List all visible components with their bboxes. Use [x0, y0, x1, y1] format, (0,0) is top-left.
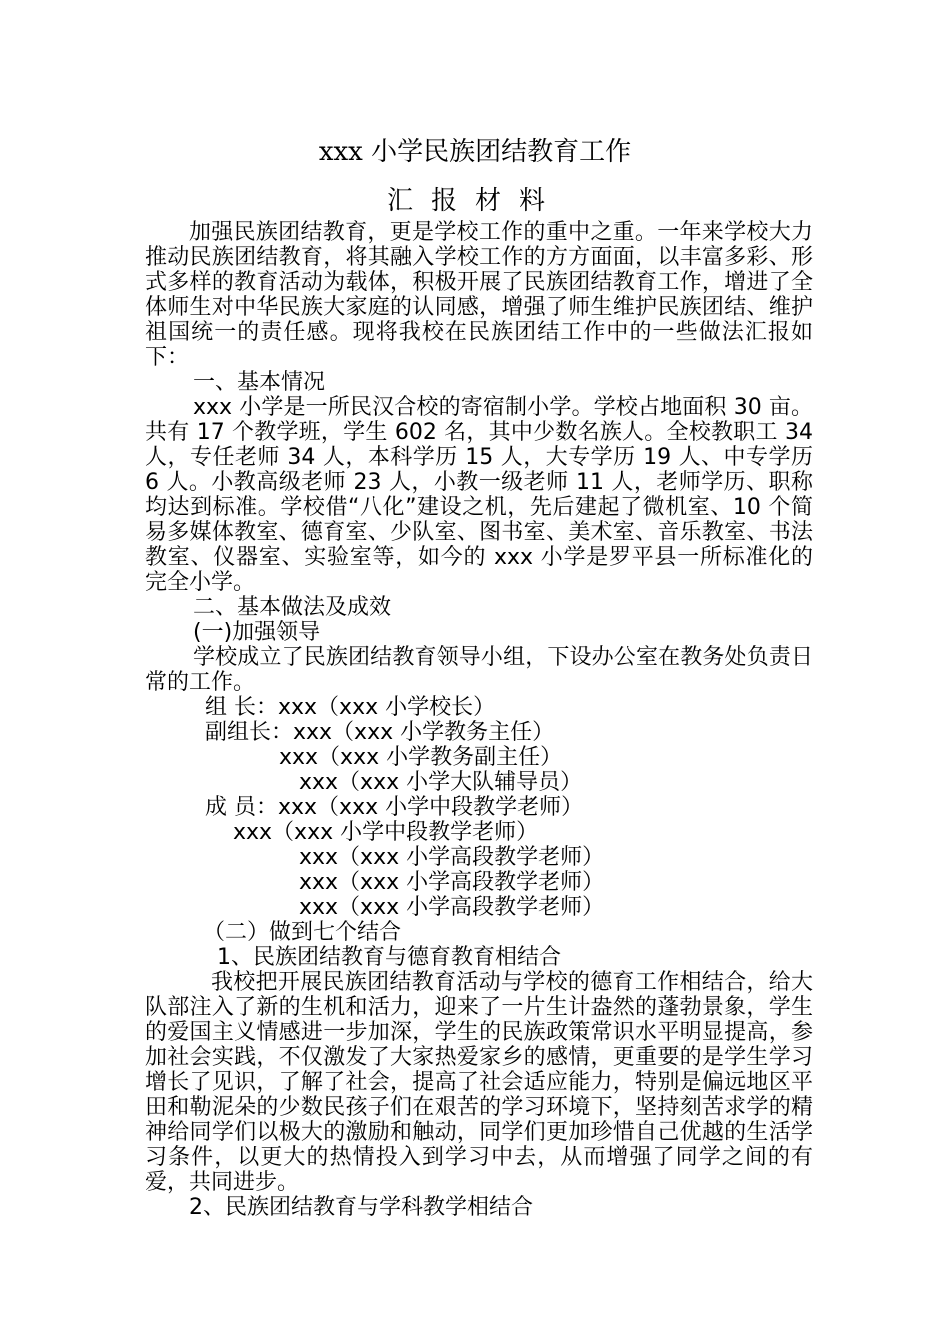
member-line: xxx（xxx 小学大队辅导员） — [299, 770, 583, 795]
subsection-1-body: 学校成立了民族团结教育领导小组，下设办公室在教务处负责日常的工作。 — [145, 645, 813, 695]
item-1-body: 我校把开展民族团结教育活动与学校的德育工作相结合，给大队部注入了新的生机和活力，迎来了一片生计盎然的蓬勃景象，学生的爱国主义情感进一步加深，学生的民族政策常识水平明显提高，参加社会实践，不仅激发了大家热爱家乡的感情，更重要的是学生学习增长了见识，了解了社会，提高了社会适应能力，特别是偏远地区平田和勒泥朵的少数民孩子们在艰苦的学习环境下，坚持刻苦求学的精神给同学们以极大的激励和触动，同学们更加珍惜自己优越的生活学习条件，以更大的热情投入到学习中去，从而增强了同学之间的有爱，共同进步。 — [145, 970, 813, 1195]
section-1-heading: 一、基本情况 — [193, 370, 326, 395]
subsection-2-heading: （二）做到七个结合 — [203, 920, 402, 945]
member-line: xxx（xxx 小学教务副主任） — [279, 745, 563, 770]
member-line: 副组长：xxx（xxx 小学教务主任） — [205, 720, 555, 745]
item-1-heading: 1、民族团结教育与德育教育相结合 — [217, 945, 561, 970]
document-subtitle: 汇报材料 — [386, 186, 563, 216]
section-1-body: xxx 小学是一所民汉合校的寄宿制小学。学校占地面积 30 亩。共有 17 个教学班，学生 602 名，其中少数名族人。全校教职工 34 人，专任老师 34 人，本科学历 15 人，大专学历 19 人、中专学历 6 人。小教高级老师 23 人，小教一级老师 11 人，老师学历、职称均达到标准。学校借“八化”建设之机，先后建起了微机室、10 个简易多媒体教室、德育室、少队室、图书室、美术室、音乐教室、书法教室、仪器室、实验室等，如今的 xxx 小学是罗平县一所标准化的完全小学。 — [145, 395, 813, 595]
document-title: xxx 小学民族团结教育工作 — [318, 137, 632, 167]
member-line: xxx（xxx 小学中段教学老师） — [233, 820, 539, 845]
member-line: xxx（xxx 小学高段教学老师） — [299, 895, 605, 920]
member-line: xxx（xxx 小学高段教学老师） — [299, 845, 605, 870]
member-line: xxx（xxx 小学高段教学老师） — [299, 870, 605, 895]
section-2-heading: 二、基本做法及成效 — [193, 595, 392, 620]
member-line: 成 员：xxx（xxx 小学中段教学老师） — [205, 795, 584, 820]
subsection-1-heading: (一)加强领导 — [193, 620, 321, 645]
member-line: 组 长：xxx（xxx 小学校长） — [205, 695, 496, 720]
intro-paragraph: 加强民族团结教育，更是学校工作的重中之重。一年来学校大力推动民族团结教育，将其融入学校工作的方方面面，以丰富多彩、形式多样的教育活动为载体，积极开展了民族团结教育工作，增进了全体师生对中华民族大家庭的认同感，增强了师生维护民族团结、维护祖国统一的责任感。现将我校在民族团结工作中的一些做法汇报如下： — [145, 220, 813, 370]
item-2-heading: 2、民族团结教育与学科教学相结合 — [189, 1195, 533, 1220]
document-body — [145, 220, 813, 1220]
